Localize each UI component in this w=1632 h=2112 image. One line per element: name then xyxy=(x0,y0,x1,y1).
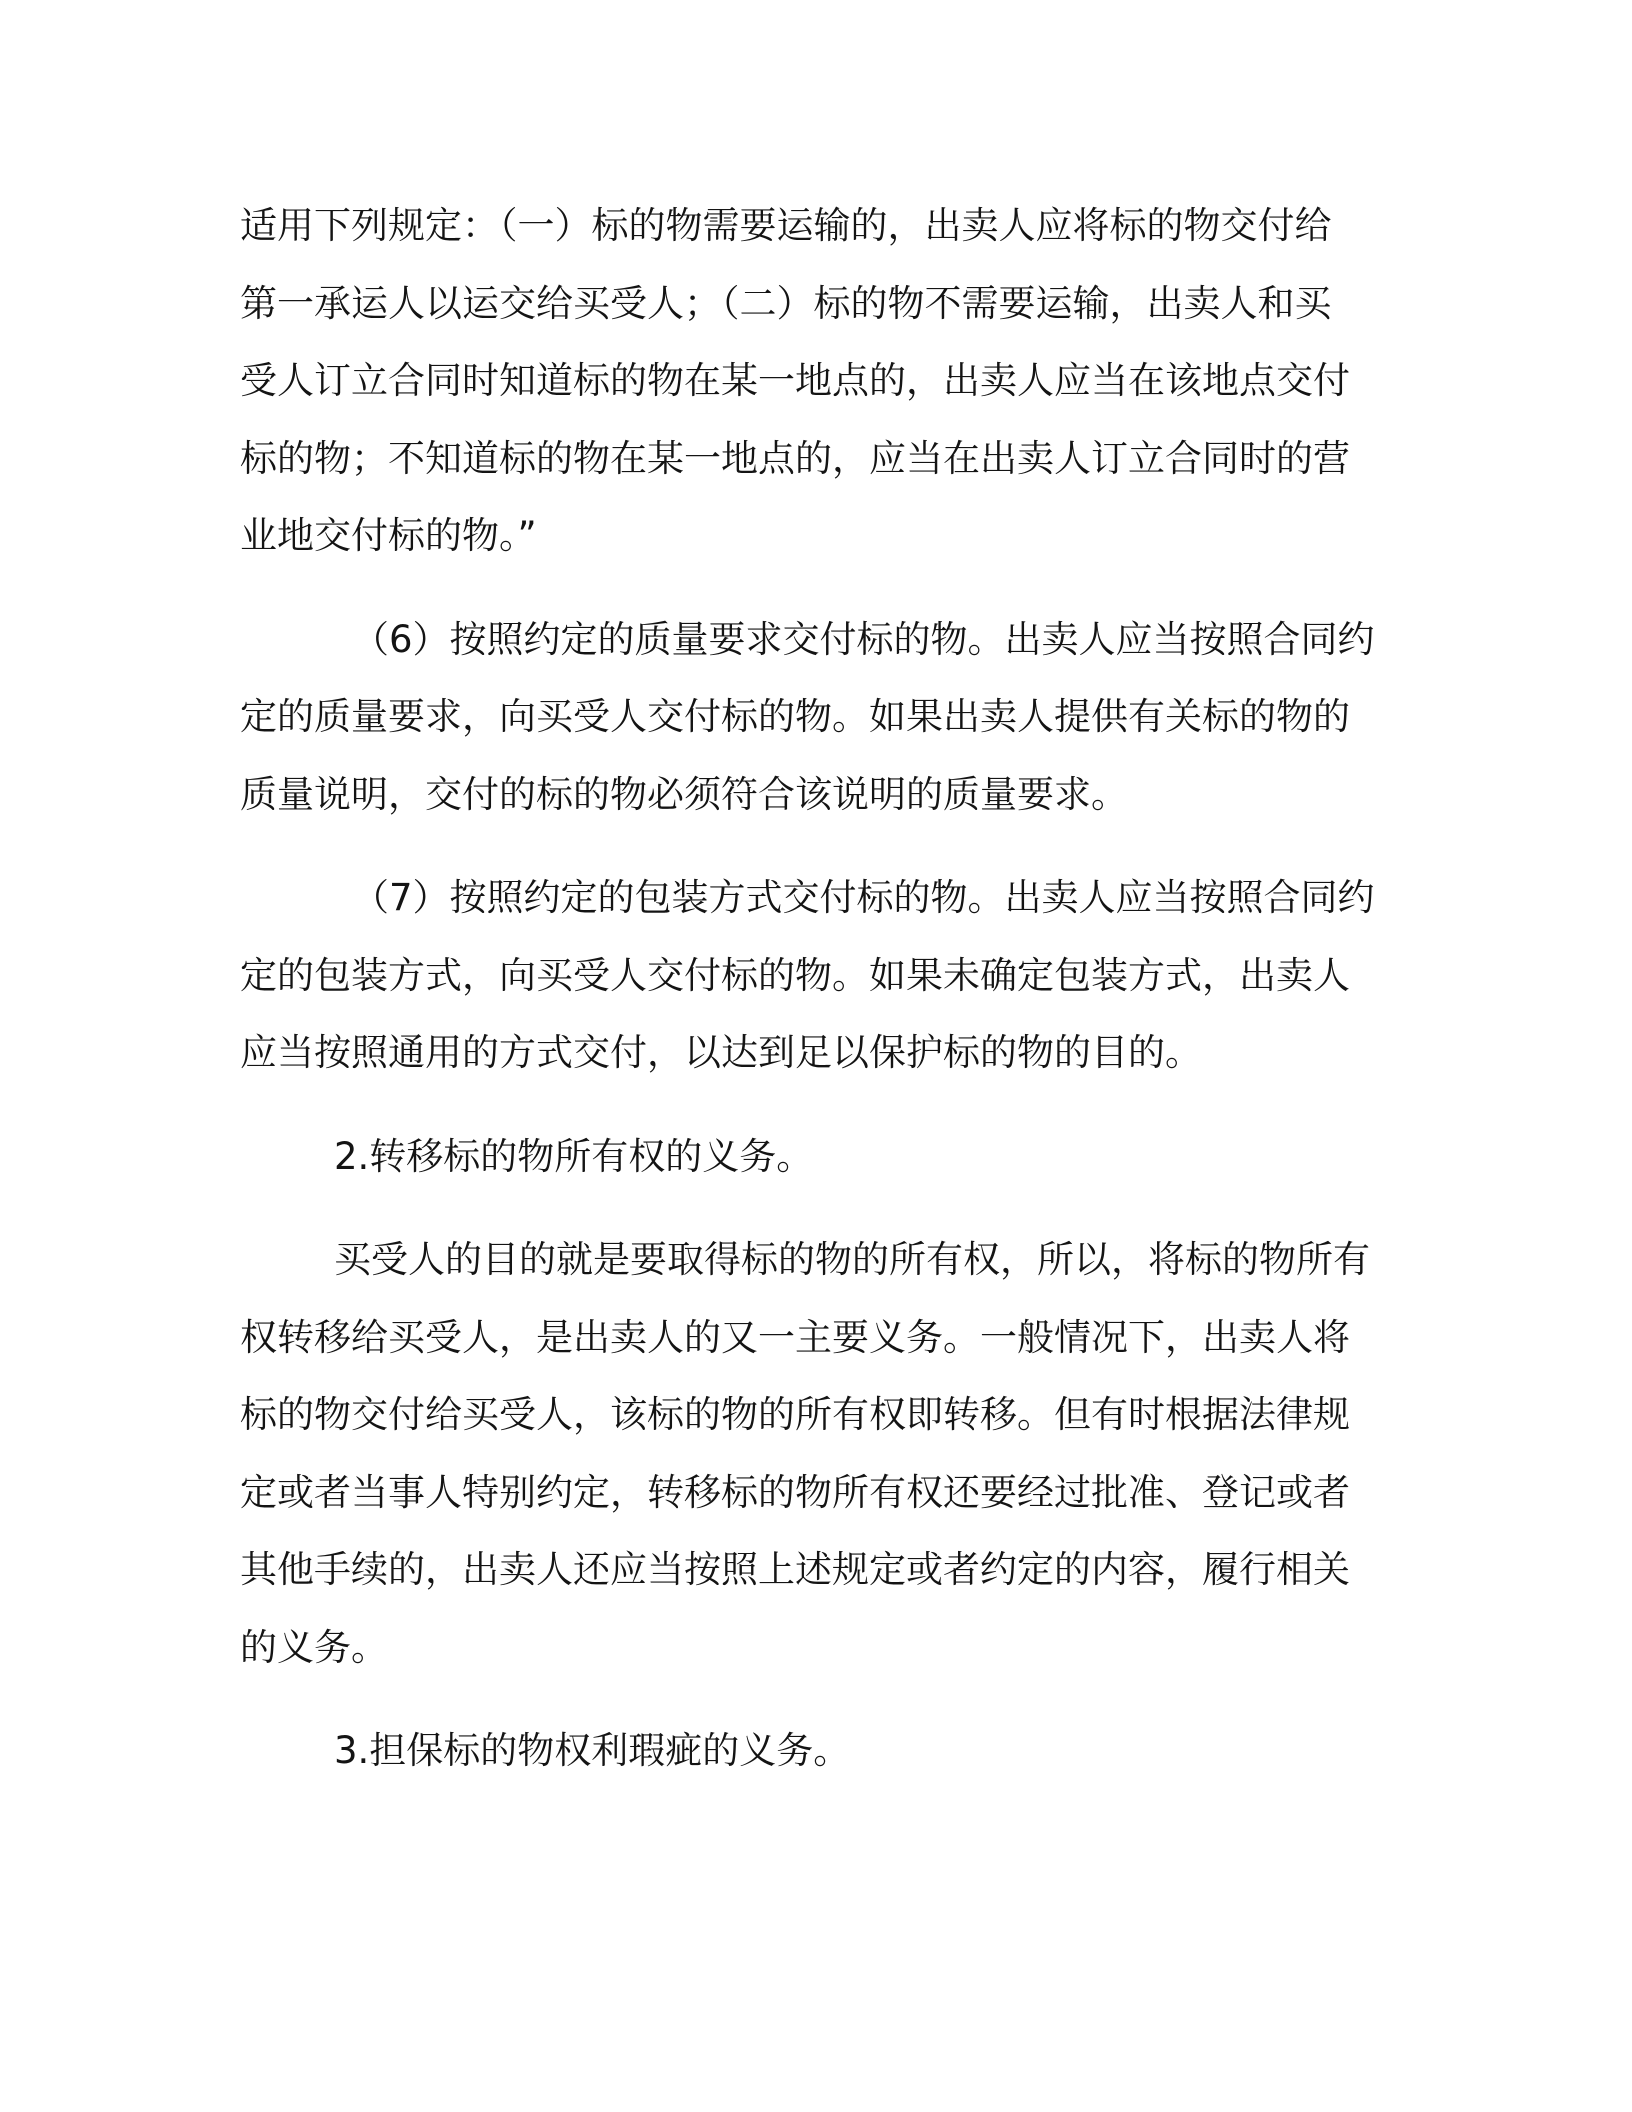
text-line: 权转移给买受人，是出卖人的又一主要义务。一般情况下，出卖人将 xyxy=(240,1315,1350,1359)
paragraph-packaging-requirement xyxy=(240,859,1375,1092)
text-line: 标的物交付给买受人，该标的物的所有权即转移。但有时根据法律规 xyxy=(240,1393,1350,1436)
paragraph-transfer-ownership xyxy=(240,1221,1370,1686)
text-line: 定的包装方式，向买受人交付标的物。如果未确定包装方式，出卖人 xyxy=(240,953,1350,997)
text-line: （6）按照约定的质量要求交付标的物。出卖人应当按照合同约 xyxy=(352,617,1375,661)
text-line: 受人订立合同时知道标的物在某一地点的，出卖人应当在该地点交付 xyxy=(240,359,1350,402)
document-body xyxy=(240,187,1375,1816)
text-line: 适用下列规定：（一）标的物需要运输的，出卖人应将标的物交付给 xyxy=(240,204,1332,247)
heading-text: 3.担保标的物权利瑕疵的义务。 xyxy=(334,1729,851,1772)
text-line: 其他手续的，出卖人还应当按照上述规定或者约定的内容，履行相关 xyxy=(240,1548,1350,1591)
text-line: 业地交付标的物。” xyxy=(240,514,537,557)
text-line: 第一承运人以运交给买受人；（二）标的物不需要运输，出卖人和买 xyxy=(240,281,1332,325)
text-line: 买受人的目的就是要取得标的物的所有权，所以，将标的物所有 xyxy=(334,1238,1370,1281)
text-line: 标的物；不知道标的物在某一地点的，应当在出卖人订立合同时的营 xyxy=(240,436,1350,480)
paragraph-quality-requirement xyxy=(240,601,1375,834)
text-line: 应当按照通用的方式交付，以达到足以保护标的物的目的。 xyxy=(240,1031,1202,1074)
paragraph-delivery-place-rules xyxy=(240,187,1370,575)
text-line: 定的质量要求，向买受人交付标的物。如果出卖人提供有关标的物的 xyxy=(240,695,1350,738)
text-line: 的义务。 xyxy=(240,1625,388,1669)
text-line: （7）按照约定的包装方式交付标的物。出卖人应当按照合同约 xyxy=(352,876,1375,919)
text-line: 定或者当事人特别约定，转移标的物所有权还要经过批准、登记或者 xyxy=(240,1470,1350,1514)
heading-text: 2.转移标的物所有权的义务。 xyxy=(334,1134,814,1178)
section-heading-warranty-title-defects xyxy=(240,1712,1370,1790)
text-line: 质量说明，交付的标的物必须符合该说明的质量要求。 xyxy=(240,772,1128,816)
section-heading-transfer-ownership xyxy=(240,1118,1370,1196)
